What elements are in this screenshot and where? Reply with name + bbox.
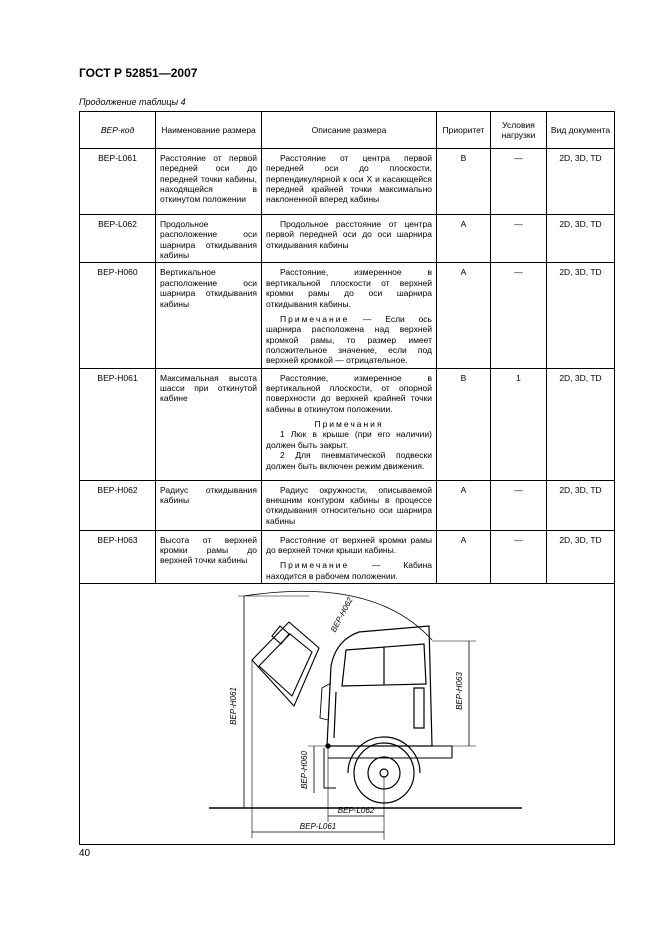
row-name: Расстояние от первой передней оси до передней точки кабины, находящейся в откинутом положении xyxy=(156,149,262,215)
row-priority: A xyxy=(437,480,491,530)
row-description: Расстояние от центра первой передней оси до плоскости, перпендикулярной к оси X и касающейся передней крайней точки максимально наклоненной вперед кабины xyxy=(262,149,437,215)
label-h062: BEP-H062 xyxy=(328,596,355,634)
page-number: 40 xyxy=(79,848,91,859)
row-name: Максимальная высота шасси при откинутой кабине xyxy=(156,368,262,480)
table-row xyxy=(80,530,615,583)
row-doctype: 2D, 3D, TD xyxy=(547,263,615,368)
row-code: BEP-L062 xyxy=(80,215,156,263)
row-code: BEP-H063 xyxy=(80,530,156,583)
label-l061: BEP-L061 xyxy=(299,822,337,832)
label-l062: BEP-L062 xyxy=(337,806,375,816)
row-description: Расстояние, измеренное в вертикальной плоскости от верхней кромки рамы до оси шарнира откидывания кабины. Примечание — Если ось шарнира расположена над верхней кромкой рамы, то размер имеет положительное значение, если под верхней кромкой — отрицательное. xyxy=(262,263,437,368)
table-row xyxy=(80,368,615,480)
row-load: — xyxy=(491,215,547,263)
row-priority: A xyxy=(437,263,491,368)
row-name: Продольное расположение оси шарнира откидывания кабины xyxy=(156,215,262,263)
label-h063: BEP-H063 xyxy=(455,672,464,711)
column-header-priority: Приоритет xyxy=(437,112,491,149)
column-header-description: Описание размера xyxy=(262,112,437,149)
row-code: BEP-H062 xyxy=(80,480,156,530)
row-code: BEP-H060 xyxy=(80,263,156,368)
table-row xyxy=(80,215,615,263)
note-item: 1 Люк в крыше (при его наличии) должен быть закрыт. xyxy=(266,429,432,450)
dimensions-table xyxy=(79,111,615,845)
column-header-name: Наименование размера xyxy=(156,112,262,149)
document-title: ГОСТ Р 52851—2007 xyxy=(79,66,198,80)
label-h061: BEP-H061 xyxy=(229,687,238,726)
row-priority: A xyxy=(437,215,491,263)
column-header-code: BEP-код xyxy=(80,112,156,149)
row-doctype: 2D, 3D, TD xyxy=(547,480,615,530)
row-code: BEP-L061 xyxy=(80,149,156,215)
row-load: — xyxy=(491,149,547,215)
row-priority: B xyxy=(437,149,491,215)
column-header-load: Условия нагрузки xyxy=(491,112,547,149)
row-name: Вертикальное расположение оси шарнира откидывания кабины xyxy=(156,263,262,368)
row-description: Радиус окружности, описываемой внешним контуром кабины в процессе откидывания относительно оси шарнира кабины xyxy=(262,480,437,530)
row-priority: B xyxy=(437,368,491,480)
row-name: Радиус откидывания кабины xyxy=(156,480,262,530)
note-text: — Кабина находится в рабочем положении. xyxy=(266,560,432,581)
table-caption: Продолжение таблицы 4 xyxy=(79,97,186,107)
cab-working-position xyxy=(327,626,432,746)
table-row xyxy=(80,480,615,530)
row-description: Продольное расстояние от центра первой передней оси до оси шарнира откидывания кабины xyxy=(262,215,437,263)
row-priority: A xyxy=(437,530,491,583)
row-load: — xyxy=(491,530,547,583)
chassis-frame xyxy=(328,746,452,758)
note-item: 2 Для пневматической подвески должен быть включен режим движения. xyxy=(266,450,432,471)
figure-cell xyxy=(80,584,615,845)
row-code: BEP-H061 xyxy=(80,368,156,480)
table-header-row xyxy=(80,112,615,149)
notes-label: Примечания xyxy=(314,419,384,430)
table-row xyxy=(80,263,615,368)
column-header-doctype: Вид документа xyxy=(547,112,615,149)
row-load: 1 xyxy=(491,368,547,480)
label-h060: BEP-H060 xyxy=(300,751,309,790)
row-doctype: 2D, 3D, TD xyxy=(547,368,615,480)
note-label: Примечание xyxy=(280,560,350,571)
row-doctype: 2D, 3D, TD xyxy=(547,215,615,263)
row-doctype: 2D, 3D, TD xyxy=(547,149,615,215)
row-load: — xyxy=(491,480,547,530)
row-description: Расстояние, измеренное в вертикальной плоскости, от опорной поверхности до верхней крайней точки кабины в откинутом положении. Примечания 1 Люк в крыше (при его наличии) должен быть закрыт. 2 Для пневматической подвески должен быть включен режим движения. xyxy=(262,368,437,480)
cab-tilt-diagram xyxy=(84,588,617,840)
row-description: Расстояние от верхней кромки рамы до верхней точки крыши кабины. Примечание — Кабина находится в рабочем положении. xyxy=(262,530,437,583)
tilted-cab-outline xyxy=(252,622,319,706)
note-label: Примечание xyxy=(280,313,350,324)
row-doctype: 2D, 3D, TD xyxy=(547,530,615,583)
figure-row xyxy=(80,584,615,845)
row-name: Высота от верхней кромки рамы до верхней точки кабины xyxy=(156,530,262,583)
table-row xyxy=(80,149,615,215)
note-text: — Если ось шарнира расположена над верхней кромкой рамы, то размер имеет положительное значение, если под верхней кромкой — отрицательное. xyxy=(266,313,432,366)
row-load: — xyxy=(491,263,547,368)
hinge-point xyxy=(326,744,330,748)
